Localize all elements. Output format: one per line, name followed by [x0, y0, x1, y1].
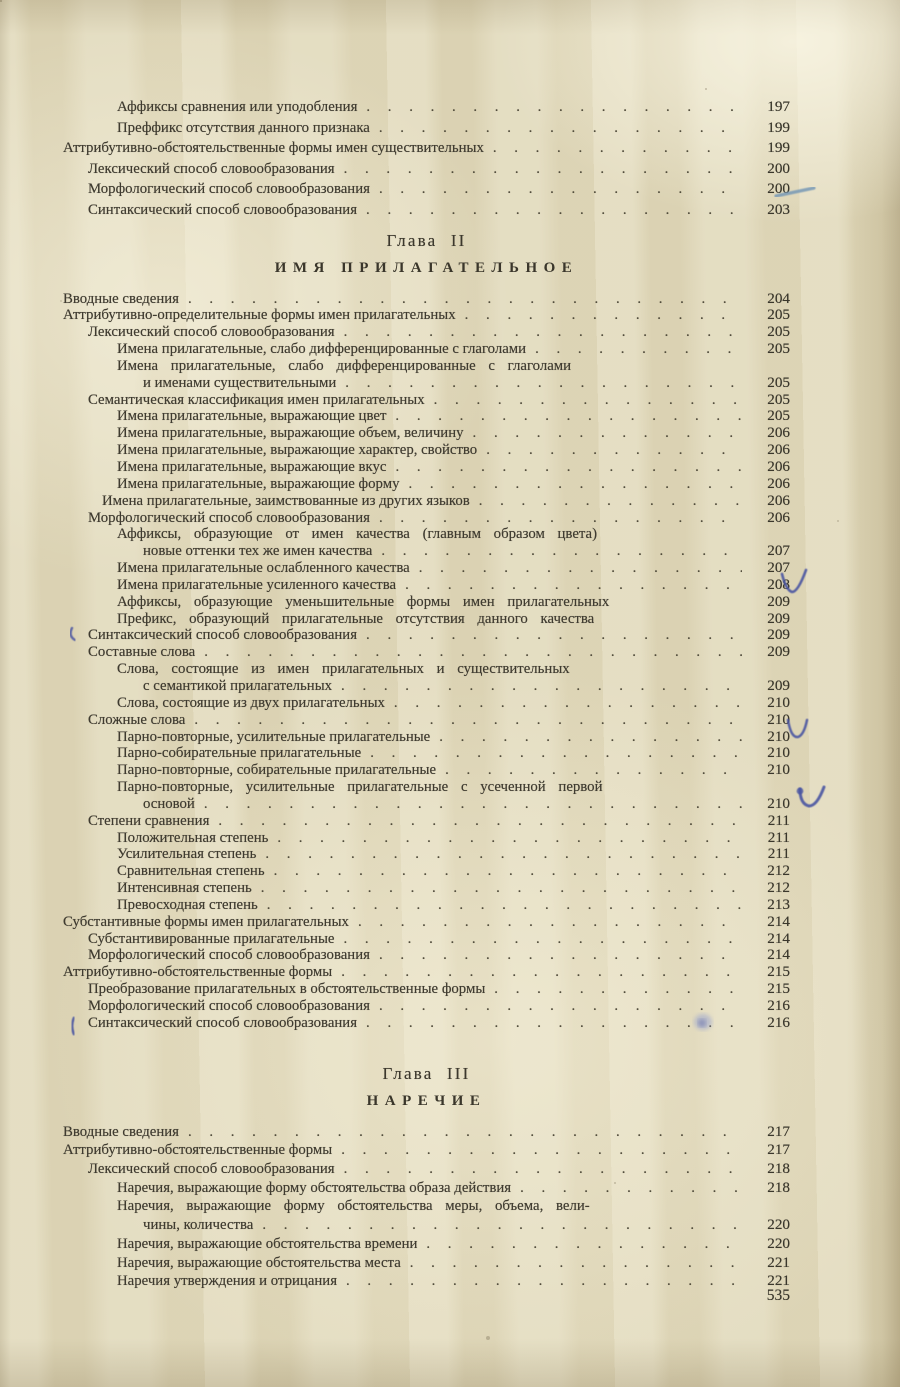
toc-entry [63, 779, 790, 796]
toc-entry-text: Имена прилагательные, выражающие форму [117, 475, 400, 492]
dot-leader [419, 560, 742, 577]
toc-entry-page: 214 [767, 946, 790, 964]
toc-entry [63, 510, 790, 527]
toc-entry [63, 745, 790, 762]
dot-leader [473, 425, 742, 442]
dot-leader [379, 947, 742, 964]
toc-entry-page: 218 [767, 1160, 790, 1178]
toc-entry-text: Аттрибутивно-обстоятельственные формы [63, 964, 333, 981]
dot-leader [370, 745, 742, 762]
toc-entry [63, 830, 790, 847]
toc-entry-page: 210 [767, 727, 790, 745]
toc-entry-page: 216 [767, 1013, 790, 1031]
toc-entry-text: Лексический способ словообразования [88, 324, 335, 341]
toc-entry-page: 205 [767, 340, 790, 358]
toc-entry-text: Вводные сведения [63, 1123, 179, 1140]
toc-entry-page: 220 [767, 1216, 790, 1234]
toc-entry [63, 644, 790, 661]
dot-leader [445, 762, 742, 779]
toc-entry-page: 212 [767, 879, 790, 897]
toc-entry-text: Интенсивная степень [117, 880, 252, 897]
chapter2-kicker: Глава II [386, 230, 467, 250]
toc-entry-page: 209 [767, 643, 790, 661]
toc-entry [63, 863, 790, 880]
toc-entry [63, 375, 790, 392]
toc-entry [63, 611, 790, 628]
toc-entry-page: 218 [767, 1178, 790, 1196]
toc-entry-page: 206 [767, 474, 790, 492]
toc-entry [63, 543, 790, 560]
toc-entry-text: Парно-повторные, собирательные прилагательные [117, 762, 437, 779]
toc-entry [63, 442, 790, 459]
dot-leader [520, 1179, 742, 1198]
dot-leader [426, 1235, 742, 1254]
toc-entry [63, 291, 790, 308]
dot-leader [394, 695, 742, 712]
toc-entry-text: Имена прилагательные усиленного качества [117, 576, 397, 593]
toc-entry-text: Составные слова [88, 644, 196, 661]
dot-leader [341, 1141, 742, 1160]
toc-entry-page: 217 [767, 1122, 790, 1140]
dot-leader [358, 914, 742, 931]
toc-entry-page: 217 [767, 1141, 790, 1159]
dot-leader [274, 863, 742, 880]
dot-leader [261, 880, 742, 897]
toc-entry-page: 199 [767, 118, 790, 136]
toc-entry [63, 476, 790, 493]
dot-leader [366, 200, 742, 221]
toc-entry-page: 210 [767, 761, 790, 779]
toc-entry-page: 205 [767, 323, 790, 341]
toc-entry-page: 206 [767, 441, 790, 459]
toc-entry-text: Морфологический способ словообразования [88, 947, 370, 964]
toc-entry-page: 221 [767, 1253, 790, 1271]
toc-entry-page: 205 [767, 373, 790, 391]
toc-entry-text: Преффикс отсутствия данного признака [117, 119, 370, 136]
toc-entry [63, 712, 790, 729]
toc-entry [63, 880, 790, 897]
dot-leader [341, 678, 742, 695]
toc-entry-page: 221 [767, 1272, 790, 1290]
toc-entry-text: Наречия, выражающие форму обстоятельства образа действия [117, 1179, 512, 1196]
toc-entry-text: Лексический способ словообразования [88, 1161, 335, 1178]
toc-entry-text: чины, количества [143, 1217, 254, 1234]
toc-entry [63, 661, 790, 678]
toc-entry [63, 159, 790, 180]
toc-entry-text: Степени сравнения [88, 812, 210, 829]
dot-leader [366, 1015, 742, 1032]
toc-entry-text: Аттрибутивно-обстоятельственные формы [63, 1142, 333, 1159]
dot-leader [379, 998, 742, 1015]
toc-entry [63, 796, 790, 813]
toc-entry-text: Парно-собирательные прилагательные [117, 745, 362, 762]
toc-entry-page: 215 [767, 980, 790, 998]
toc-entry-text: Имена прилагательные, выражающие характер, свойство [117, 442, 478, 459]
toc-entry-text: Превосходная степень [117, 896, 258, 913]
toc-entry [63, 981, 790, 998]
toc-entry [63, 577, 790, 594]
toc-entry-page: 213 [767, 895, 790, 913]
toc-entry [63, 341, 790, 358]
toc-entry [63, 1179, 790, 1198]
toc-entry-text: Имена прилагательные, слабо дифференцированные с глаголами [117, 341, 527, 358]
toc-entry-text: основой [143, 795, 195, 812]
toc-entry [63, 425, 790, 442]
dot-leader [218, 813, 742, 830]
toc-entry [63, 200, 790, 221]
toc-entry [63, 998, 790, 1015]
toc-entry-page: 210 [767, 794, 790, 812]
toc-entry-text: Слова, состоящие из имен прилагательных и существительных [117, 661, 570, 678]
toc-entry-page: 209 [767, 592, 790, 610]
toc-entry-text: Имена прилагательные, заимствованные из других языков [102, 492, 470, 509]
dot-leader [379, 510, 742, 527]
toc-entry-text: Усилительная степень [117, 846, 257, 863]
toc-entry-text: Наречия утверждения и отрицания [117, 1273, 338, 1290]
dot-leader [265, 846, 742, 863]
toc-entry-text: Парно-повторные, усилительные прилагательные [117, 728, 431, 745]
dot-leader [396, 459, 743, 476]
toc-entry [63, 964, 790, 981]
toc-entry-page: 212 [767, 862, 790, 880]
toc-entry-page: 200 [767, 180, 790, 198]
toc-entry [63, 1235, 790, 1254]
dot-leader [381, 543, 742, 560]
toc-entry-page: 199 [767, 139, 790, 157]
toc-entry-page: 206 [767, 508, 790, 526]
toc-entry [63, 594, 790, 611]
toc-entry-text: Слова, состоящие из двух прилагательных [117, 694, 385, 711]
toc-entry-page: 220 [767, 1234, 790, 1252]
dot-leader [346, 1272, 742, 1291]
toc-entry [63, 897, 790, 914]
toc-entry [63, 627, 790, 644]
ink-checkmark-210a [788, 720, 807, 737]
dot-leader [395, 408, 742, 425]
toc-content [63, 0, 790, 1305]
toc-entry [63, 846, 790, 863]
ink-checkmark-210b-blob [797, 788, 804, 795]
toc-entry [63, 813, 790, 830]
front-matter-list [63, 97, 790, 221]
toc-entry [63, 526, 790, 543]
chapter3-kicker: Глава III [382, 1063, 471, 1083]
toc-entry-page: 197 [767, 98, 790, 115]
toc-entry [63, 1123, 790, 1142]
chapter3-list [63, 1123, 790, 1291]
dot-leader [344, 1160, 742, 1179]
toc-entry [63, 392, 790, 409]
toc-entry [63, 358, 790, 375]
toc-entry-page: 206 [767, 491, 790, 509]
toc-entry-text: Имена прилагательные, выражающие объем, величину [117, 425, 464, 442]
dot-leader [439, 729, 742, 746]
toc-entry [63, 324, 790, 341]
toc-entry-text: Субстантивные формы имен прилагательных [63, 913, 349, 930]
dot-leader [465, 307, 742, 324]
toc-entry-text: Преобразование прилагательных в обстоятельственные формы [88, 981, 486, 998]
dot-leader [194, 712, 742, 729]
toc-entry-page: 205 [767, 306, 790, 324]
toc-entry-text: Субстантивированные прилагательные [88, 930, 335, 947]
dot-leader [379, 118, 742, 139]
toc-entry-page: 210 [767, 744, 790, 762]
toc-entry-text: Имена прилагательные, выражающие вкус [117, 459, 387, 475]
toc-entry-text: Синтаксический способ словообразования [88, 1014, 358, 1031]
toc-entry [63, 307, 790, 324]
toc-entry-page: 208 [767, 575, 790, 593]
toc-entry-text: и именами существительными [143, 374, 337, 391]
toc-entry [63, 138, 790, 159]
toc-entry [63, 408, 790, 425]
folio-page-number: 535 [766, 1286, 790, 1304]
dot-leader [434, 392, 742, 409]
toc-entry [63, 1197, 790, 1216]
dot-leader [479, 493, 742, 510]
toc-entry-page: 203 [767, 200, 790, 218]
dot-leader [366, 97, 742, 118]
toc-entry-text: Наречия, выражающие форму обстоятельства меры, объема, вели- [117, 1198, 590, 1215]
toc-entry-page: 200 [767, 159, 790, 177]
toc-entry-text: новые оттенки тех же имен качества [143, 543, 373, 560]
toc-entry [63, 560, 790, 577]
toc-entry [63, 1254, 790, 1273]
toc-entry-text: Сравнительная степень [117, 863, 265, 880]
toc-entry-text: Наречия, выражающие обстоятельства времени [117, 1235, 418, 1252]
toc-entry-page: 209 [767, 676, 790, 694]
dot-leader [494, 981, 742, 998]
dot-leader [344, 159, 742, 180]
toc-entry-page: 207 [767, 542, 790, 560]
dot-leader [341, 964, 742, 981]
dot-leader [204, 644, 742, 661]
toc-entry [63, 931, 790, 948]
toc-entry-page: 205 [767, 390, 790, 408]
toc-entry [63, 729, 790, 746]
toc-entry [63, 762, 790, 779]
toc-entry-page: 214 [767, 929, 790, 947]
toc-entry [63, 1272, 790, 1291]
toc-entry-text: Морфологический способ словообразования [88, 509, 370, 526]
toc-entry-text: Синтаксический способ словообразования [88, 201, 358, 218]
dot-leader [345, 375, 742, 392]
toc-entry-text: Положительная степень [117, 829, 269, 846]
toc-entry-text: с семантикой прилагательных [143, 677, 333, 694]
toc-entry-page: 215 [767, 963, 790, 981]
toc-entry-text: Аттрибутивно-определительные формы имен прилагательных [63, 307, 456, 324]
dot-leader [277, 830, 742, 847]
toc-entry-page: 209 [767, 609, 790, 627]
toc-entry-text: Наречия, выражающие обстоятельства места [117, 1254, 401, 1271]
toc-entry-page: 207 [767, 559, 790, 577]
toc-entry-page: 211 [767, 828, 790, 846]
dot-leader [188, 291, 742, 308]
toc-entry [63, 1216, 790, 1235]
toc-entry-page: 211 [767, 811, 790, 829]
toc-entry-page: 214 [767, 912, 790, 930]
toc-entry-text: Синтаксический способ словообразования [88, 627, 358, 644]
toc-entry-text: Морфологический способ словообразования [88, 998, 370, 1014]
dot-leader [535, 341, 742, 358]
ink-checkmark-210b [800, 787, 824, 806]
toc-entry-text: Лексический способ словообразования [88, 160, 335, 177]
toc-entry [63, 1160, 790, 1179]
toc-entry-text: Аффиксы, образующие уменьшительные формы имен прилагательных [117, 593, 610, 610]
chapter3-title: НАРЕЧИЕ [366, 1092, 487, 1109]
toc-entry-page: 206 [767, 424, 790, 442]
toc-entry-page: 210 [767, 693, 790, 711]
toc-entry-text: Аффиксы сравнения или уподобления [117, 99, 358, 115]
dot-leader [267, 897, 742, 914]
toc-entry-text: Префикс, образующий прилагательные отсутствия данного качества [117, 610, 595, 627]
toc-entry-text: Имена прилагательные ослабленного качества [117, 560, 410, 577]
toc-entry [63, 97, 790, 118]
toc-entry-page: 216 [767, 997, 790, 1014]
toc-entry-text: Аттрибутивно-обстоятельственные формы имен существительных [63, 140, 484, 157]
toc-entry-text: Семантическая классификация имен прилагательных [88, 391, 425, 408]
toc-entry [63, 1141, 790, 1160]
dot-leader [188, 1123, 742, 1142]
toc-entry [63, 179, 790, 200]
dot-leader [408, 476, 742, 493]
dot-leader [344, 324, 742, 341]
dot-leader [262, 1216, 742, 1235]
toc-entry-page: 211 [767, 845, 790, 863]
dot-leader [343, 931, 742, 948]
toc-entry-page: 204 [767, 289, 790, 307]
chapter2-title: ИМЯ ПРИЛАГАТЕЛЬНОЕ [274, 259, 579, 276]
toc-entry-text: Имена прилагательные, выражающие цвет [117, 408, 387, 425]
paper-speckles [0, 0, 2, 2]
toc-entry [63, 1015, 790, 1032]
dot-leader [379, 179, 742, 200]
chapter2-list [63, 291, 790, 1032]
toc-entry [63, 914, 790, 931]
toc-entry [63, 459, 790, 476]
toc-entry-text: Морфологический способ словообразования [88, 181, 370, 198]
toc-entry [63, 678, 790, 695]
toc-entry-page: 209 [767, 626, 790, 644]
toc-entry-text: Аффиксы, образующие от имен качества (главным образом цвета) [117, 526, 598, 543]
dot-leader [366, 627, 742, 644]
toc-entry [63, 118, 790, 139]
dot-leader [486, 442, 742, 459]
toc-entry [63, 493, 790, 510]
toc-entry-text: Вводные сведения [63, 290, 179, 307]
dot-leader [204, 796, 742, 813]
dot-leader [410, 1254, 742, 1273]
toc-entry-page: 206 [767, 458, 790, 475]
toc-entry [63, 695, 790, 712]
dot-leader [405, 577, 742, 594]
toc-entry-page: 210 [767, 710, 790, 728]
toc-entry-text: Сложные слова [88, 711, 186, 728]
toc-entry-text: Парно-повторные, усилительные прилагательные с усеченной первой [117, 779, 603, 796]
dot-leader [493, 138, 742, 159]
toc-entry-text: Имена прилагательные, слабо дифференцированные с глаголами [117, 357, 572, 374]
toc-entry [63, 947, 790, 964]
toc-entry-page: 205 [767, 407, 790, 425]
